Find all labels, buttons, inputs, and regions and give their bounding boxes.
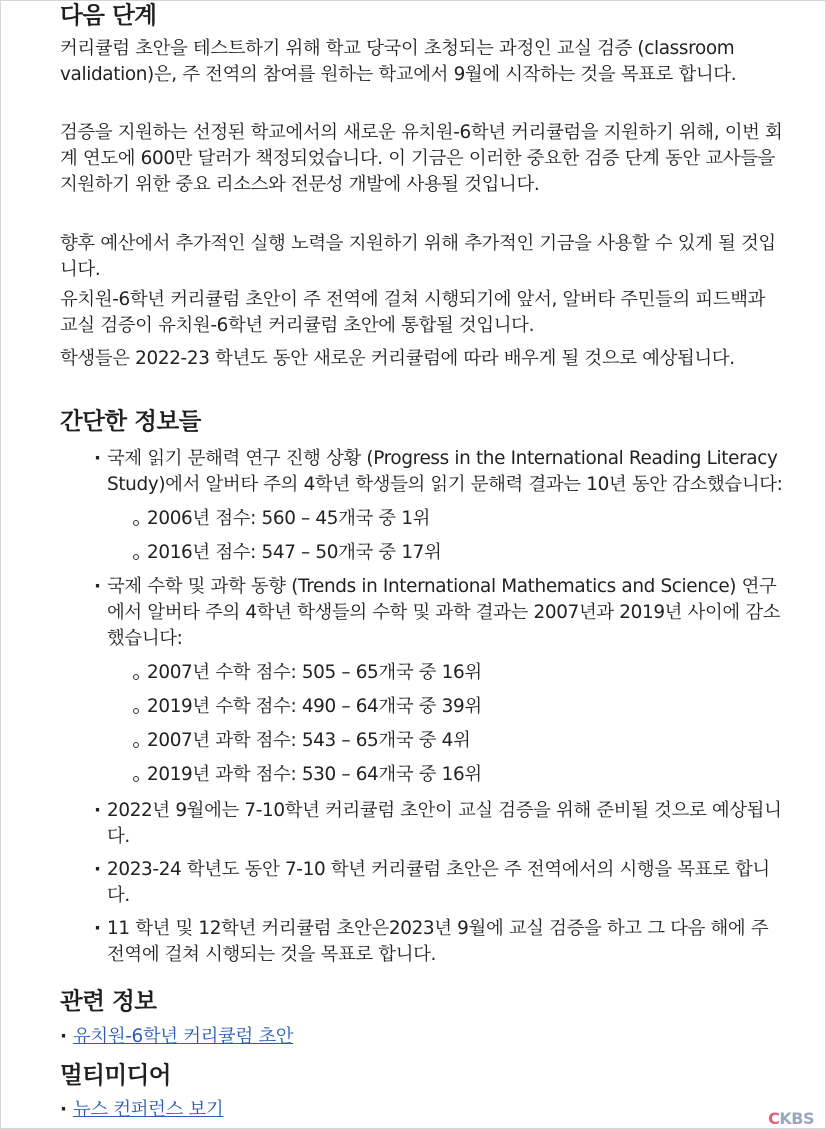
sub-list xyxy=(107,502,784,570)
link-item xyxy=(60,1097,223,1123)
sub-list-item xyxy=(107,758,784,792)
list-item-text: 2023-24 학년도 동안 7-10 학년 커리큘럼 초안은 주 전역에서의 시행을 목표로 합니다. xyxy=(107,859,770,906)
sub-list-item xyxy=(107,536,784,570)
sub-list-item-text: 2016년 점수: 547 – 50개국 중 17위 xyxy=(147,542,442,563)
sub-list xyxy=(107,656,784,792)
sub-list-item xyxy=(107,690,784,724)
sub-list-item xyxy=(107,724,784,758)
circle-bullet-icon xyxy=(133,708,139,714)
sub-list-item-text: 2019년 수학 점수: 490 – 64개국 중 39위 xyxy=(147,696,482,717)
paragraph: 커리큘럼 초안을 테스트하기 위해 학교 당국이 초청되는 과정인 교실 검증 (classroom validation)은, 주 전역의 참여를 원하는 학교에서 9월에 시작하는 것을 목표로 합니다. xyxy=(60,38,737,85)
paragraph: 유치원-6학년 커리큘럼 초안이 주 전역에 걸쳐 시행되기에 앞서, 알버타 주민들의 피드백과 교실 검증이 유치원-6학년 커리큘럼 초안에 통합될 것입니다. xyxy=(60,289,766,336)
bullet-icon: · xyxy=(94,448,101,469)
list-item-text: 국제 읽기 문해력 연구 진행 상황 (Progress in the International Reading Literacy Study)에서 알버타 주의 4학년 학생들의 읽기 문해력 결과는 10년 동안 감소했습니다: xyxy=(107,448,783,495)
circle-bullet-icon xyxy=(133,742,139,748)
paragraph: 향후 예산에서 추가적인 실행 노력을 지원하기 위해 추가적인 기금을 사용할 수 있게 될 것입니다. xyxy=(60,233,776,280)
list-item xyxy=(60,916,784,968)
circle-bullet-icon xyxy=(133,554,139,560)
sub-list-item-text: 2019년 과학 점수: 530 – 64개국 중 16위 xyxy=(147,764,482,785)
heading-next-steps: 다음 단계 xyxy=(60,1,157,29)
curriculum-draft-link[interactable]: 유치원-6학년 커리큘럼 초안 xyxy=(73,1026,294,1047)
heading-quick-facts: 간단한 정보들 xyxy=(60,407,201,435)
circle-bullet-icon xyxy=(133,776,139,782)
sub-list-item xyxy=(107,656,784,690)
list-item xyxy=(60,446,784,570)
sub-list-item xyxy=(107,502,784,536)
link-item xyxy=(60,1024,293,1050)
sub-list-item-text: 2007년 수학 점수: 505 – 65개국 중 16위 xyxy=(147,662,482,683)
list-item xyxy=(60,574,784,792)
bullet-icon: · xyxy=(94,800,101,821)
heading-multimedia: 멀티미디어 xyxy=(60,1061,172,1089)
heading-related-info: 관련 정보 xyxy=(60,987,157,1015)
circle-bullet-icon xyxy=(133,674,139,680)
list-item-text: 11 학년 및 12학년 커리큘럼 초안은2023년 9월에 교실 검증을 하고 그 다음 해에 주 전역에 걸쳐 시행되는 것을 목표로 합니다. xyxy=(107,918,769,965)
multimedia-links xyxy=(60,1097,223,1123)
list-item-text: 국제 수학 및 과학 동향 (Trends in International Mathematics and Science) 연구에서 알버타 주의 4학년 학생들의 수학 및 과학 결과는 2007년과 2019년 사이에 감소했습니다: xyxy=(107,576,781,649)
paragraph: 검증을 지원하는 선정된 학교에서의 새로운 유치원-6학년 커리큘럼을 지원하기 위해, 이번 회계 연도에 600만 달러가 책정되었습니다. 이 기금은 이러한 중요한 검증 단계 동안 교사들을 지원하기 위한 중요 리소스와 전문성 개발에 사용될 것입니다. xyxy=(60,122,783,195)
circle-bullet-icon xyxy=(133,520,139,526)
news-conference-link[interactable]: 뉴스 컨퍼런스 보기 xyxy=(73,1099,224,1120)
sub-list-item-text: 2007년 과학 점수: 543 – 65개국 중 4위 xyxy=(147,730,471,751)
bullet-icon: · xyxy=(60,1026,67,1047)
kbs-watermark-logo: CKBS xyxy=(768,1109,814,1128)
sub-list-item-text: 2006년 점수: 560 – 45개국 중 1위 xyxy=(147,508,431,529)
bullet-icon: · xyxy=(94,918,101,939)
bullet-icon: · xyxy=(94,859,101,880)
paragraph: 학생들은 2022-23 학년도 동안 새로운 커리큘럼에 따라 배우게 될 것으로 예상됩니다. xyxy=(60,348,735,369)
list-item xyxy=(60,857,784,909)
list-item-text: 2022년 9월에는 7-10학년 커리큘럼 초안이 교실 검증을 위해 준비될 것으로 예상됩니다. xyxy=(107,800,782,847)
related-links xyxy=(60,1024,293,1050)
list-item xyxy=(60,798,784,850)
bullet-icon: · xyxy=(60,1099,67,1120)
bullet-icon: · xyxy=(94,576,101,597)
quick-facts-list xyxy=(60,446,784,968)
